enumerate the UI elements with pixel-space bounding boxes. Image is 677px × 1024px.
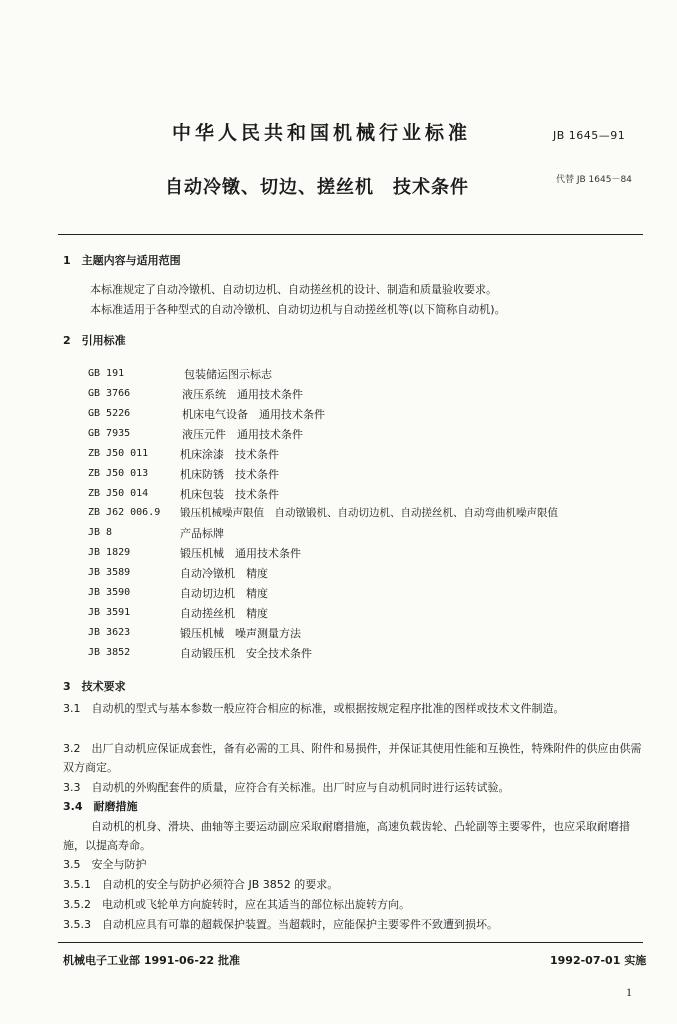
clause-3-5-1: 3.5.1 自动机的安全与防护必须符合 JB 3852 的要求。 [63,878,339,891]
clause-3-3: 3.3 自动机的外购配套件的质量，应符合有关标准。出厂时应与自动机同时进行运转试验。 [63,781,510,794]
reference-title: 锻压机械 噪声测量方法 [180,627,301,640]
clause-3-5-2: 3.5.2 电动机或飞轮单方向旋转时，应在其适当的部位标出旋转方向。 [63,898,410,911]
reference-title: 锻压机械噪声限值 自动镦锻机、自动切边机、自动搓丝机、自动弯曲机噪声限值 [180,507,558,519]
reference-title: 自动切边机 精度 [180,587,268,600]
reference-title: 产品标牌 [180,527,224,540]
reference-code: JB 3591 [88,607,131,618]
reference-title: 包装储运图示标志 [184,368,272,381]
reference-code: ZB J50 013 [88,468,149,479]
org-title: 中华人民共和国机械行业标准 [172,122,472,144]
implementation-date: 1992-07-01 实施 [550,954,647,967]
section-2-title: 2 引用标准 [63,334,126,347]
document-title: 自动冷镦、切边、搓丝机 技术条件 [165,177,469,198]
reference-code: JB 1829 [88,547,131,558]
reference-title: 自动锻压机 安全技术条件 [180,647,312,660]
reference-code: JB 3623 [88,627,131,638]
reference-title: 机床电气设备 通用技术条件 [182,408,325,421]
reference-code: JB 8 [88,527,113,538]
reference-code: GB 3766 [88,388,131,399]
standard-number: JB 1645—91 [553,129,626,142]
reference-code: ZB J50 014 [88,488,149,499]
reference-code: GB 191 [88,368,125,379]
clause-3-1: 3.1 自动机的型式与基本参数一般应符合相应的标准，或根据按规定程序批准的图样或技术文件制造。 [63,702,565,715]
section-1-para-1: 本标准规定了自动冷镦机、自动切边机、自动搓丝机的设计、制造和质量验收要求。 [90,283,497,296]
reference-title: 液压元件 通用技术条件 [182,428,303,441]
reference-title: 锻压机械 通用技术条件 [180,547,301,560]
header-rule [58,234,643,235]
footer-rule [58,942,643,943]
reference-code: GB 7935 [88,428,131,439]
reference-code: GB 5226 [88,408,131,419]
page-number: 1 [626,985,632,999]
reference-code: JB 3852 [88,647,131,658]
reference-code: ZB J62 006.9 [88,507,161,518]
clause-3-2: 3.2 出厂自动机应保证成套性，备有必需的工具、附件和易损件，并保证其使用性能和互换性，特殊附件的供应由供需双方商定。 [63,742,642,774]
reference-code: ZB J50 011 [88,448,149,459]
reference-code: JB 3590 [88,587,131,598]
reference-title: 液压系统 通用技术条件 [182,388,303,401]
section-1-para-2: 本标准适用于各种型式的自动冷镦机、自动切边机与自动搓丝机等(以下简称自动机)。 [90,303,506,316]
clause-3-4-title: 3.4 耐磨措施 [63,800,138,813]
section-3-title: 3 技术要求 [63,680,126,693]
section-1-title: 1 主题内容与适用范围 [63,254,181,267]
approval-date: 机械电子工业部 1991-06-22 批准 [63,954,241,967]
clause-3-4-body: 自动机的机身、滑块、曲轴等主要运动副应采取耐磨措施，高速负载齿轮、凸轮副等主要零件，也应采取耐磨措施，以提高寿命。 [63,820,630,852]
reference-title: 自动冷镦机 精度 [180,567,268,580]
reference-title: 机床防锈 技术条件 [180,468,279,481]
reference-code: JB 3589 [88,567,131,578]
replaces-note: 代替 JB 1645－84 [556,175,632,185]
reference-title: 机床包装 技术条件 [180,488,279,501]
reference-title: 自动搓丝机 精度 [180,607,268,620]
clause-3-5-title: 3.5 安全与防护 [63,858,147,871]
clause-3-5-3: 3.5.3 自动机应具有可靠的超载保护装置。当超载时，应能保护主要零件不致遭到损坏。 [63,918,498,931]
reference-title: 机床涂漆 技术条件 [180,448,279,461]
